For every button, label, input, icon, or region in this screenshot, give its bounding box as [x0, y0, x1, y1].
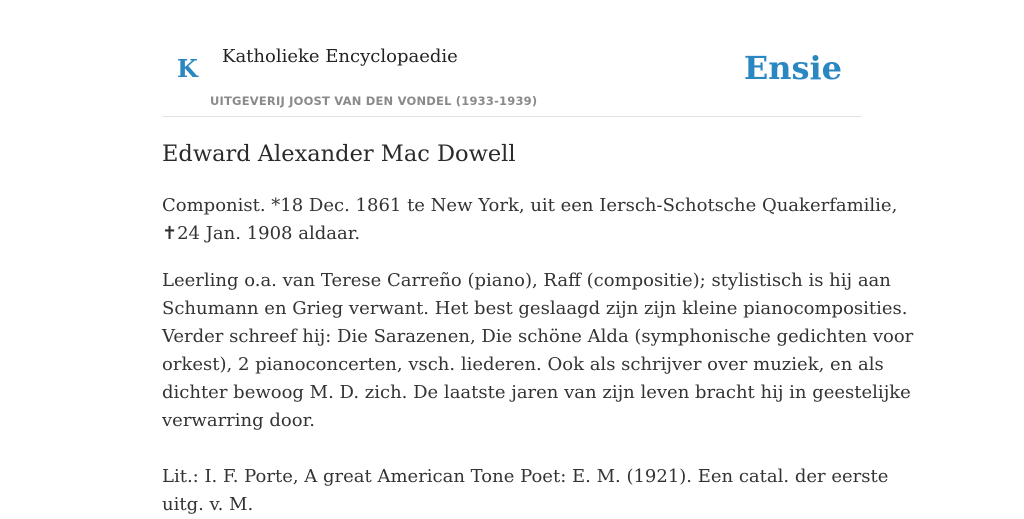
body-line: Schumann en Grieg verwant. Het best geslaagd zijn zijn kleine pianocomposities. [162, 298, 908, 319]
publisher-subtitle: UITGEVERIJ JOOST VAN DEN VONDEL (1933-1939) [210, 94, 538, 108]
body-line: dichter bewoog M. D. zich. De laatste jaren van zijn leven bracht hij in geestelijke [162, 382, 911, 403]
body-line: orkest), 2 pianoconcerten, vsch. liederen. Ook als schrijver over muziek, en als [162, 354, 884, 375]
article [162, 138, 914, 519]
literature-line: uitg. v. M. [162, 494, 254, 515]
site-logo[interactable]: K [177, 54, 198, 83]
brand-logo[interactable]: Ensie [743, 49, 842, 87]
site-header [162, 0, 862, 117]
body-paragraph [162, 267, 914, 435]
intro-line: ✝24 Jan. 1908 aldaar. [162, 223, 361, 244]
article-title: Edward Alexander Mac Dowell [162, 141, 516, 167]
body-line: verwarring door. [162, 410, 315, 431]
intro-paragraph [162, 192, 898, 248]
body-line: Leerling o.a. van Terese Carreño (piano), Raff (compositie); stylistisch is hij aan [162, 270, 891, 291]
intro-line: Componist. *18 Dec. 1861 te New York, uit een Iersch-Schotsche Quakerfamilie, [162, 195, 898, 216]
body-line: Verder schreef hij: Die Sarazenen, Die schöne Alda (symphonische gedichten voor [162, 326, 914, 347]
site-title: Katholieke Encyclopaedie [222, 46, 458, 67]
literature-line: Lit.: I. F. Porte, A great American Tone Poet: E. M. (1921). Een catal. der eerste [162, 466, 889, 487]
literature-paragraph [162, 463, 889, 519]
